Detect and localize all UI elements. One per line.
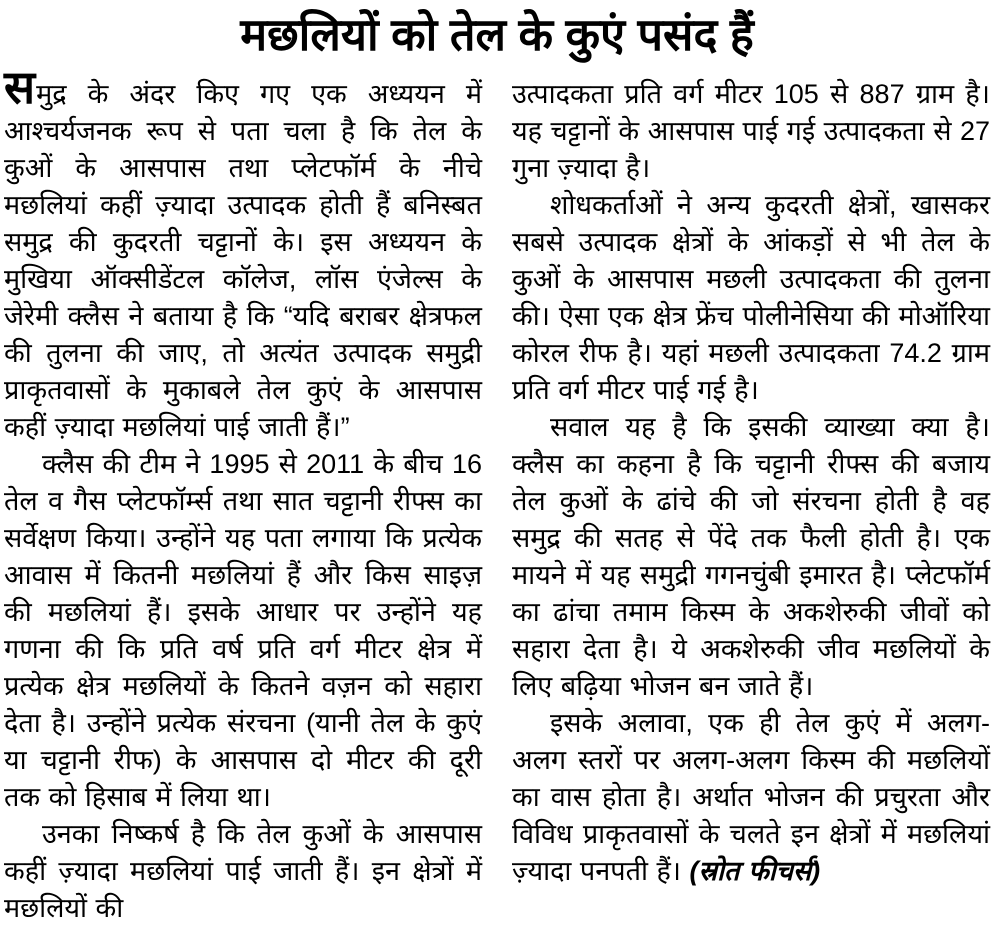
article-title: मछलियों को तेल के कुएं पसंद हैं [240,9,754,60]
paragraph-closing [512,705,990,890]
paragraph: उत्पादकता प्रति वर्ग मीटर 105 से 887 ग्राम है। यह चट्टानों के आसपास पाई गई उत्पादकता से 27 गुना ज़्यादा है। [512,79,990,183]
paragraph-text: इसके अलावा, एक ही तेल कुएं में अलग-अलग स्तरों पर अलग-अलग किस्म की मछलियों का वास होता है। अर्थात भोजन की प्रचुरता और विविध प्राकृतवासों के चलते इन क्षेत्रों में मछलियां ज़्यादा पनपती हैं। [512,708,990,886]
source-credit: (स्रोत फीचर्स) [689,856,821,886]
paragraph: क्लैस की टीम ने 1995 से 2011 के बीच 16 तेल व गैस प्लेटफॉर्म्स तथा सात चट्टानी रीफ्स का सर्वेक्षण किया। उन्होंने यह पता लगाया कि प्रत्येक आवास में कितनी मछलियां हैं और किस साइज़ की मछलियां हैं। इसके आधार पर उन्होंने यह गणना की कि प्रति वर्ष प्रति वर्ग मीटर क्षेत्र में प्रत्येक क्षेत्र मछलियों के कितने वज़न को सहारा देता है। उन्होंने प्रत्येक संरचना (यानी तेल के कुएं या चट्टानी रीफ) के आसपास दो मीटर की दूरी तक को हिसाब में लिया था। [4,449,482,812]
paragraph-text: मुद्र के अंदर किए गए एक अध्ययन में आश्चर्यजनक रूप से पता चला है कि तेल के कुओं के आसपास तथा प्लेटफॉर्म के नीचे मछलियां कहीं ज़्यादा उत्पादक होती हैं बनिस्बत समुद्र की कुदरती चट्टानों के। इस अध्ययन के मुखिया ऑक्सीडेंटल कॉलेज, लॉस एंजेल्स के जेरेमी क्लैस ने बताया है कि “यदि बराबर क्षेत्रफल की तुलना की जाए, तो अत्यंत उत्पादक समुद्री प्राकृतवासों के मुकाबले तेल कुएं के आसपास कहीं ज़्यादा मछलियां पाई जाती हैं।” [4,79,482,442]
paragraph: उनका निष्कर्ष है कि तेल कुओं के आसपास कहीं ज़्यादा मछलियां पाई जाती हैं। इन क्षेत्रों में मछलियों की [4,819,482,923]
article-columns [4,61,990,927]
drop-cap: स [4,61,36,113]
paragraph: सवाल यह है कि इसकी व्याख्या क्या है। क्लैस का कहना है कि चट्टानी रीफ्स की बजाय तेल कुओं के ढांचे की जो संरचना होती है वह समुद्र की सतह से पेंदे तक फैली होती है। एक मायने में यह समुद्री गगनचुंबी इमारत है। प्लेटफॉर्म का ढांचा तमाम किस्म के अकशेरुकी जीवों को सहारा देता है। ये अकशेरुकी जीव मछलियों के लिए बढ़िया भोजन बन जाते हैं। [512,412,990,701]
paragraph: शोधकर्ताओं ने अन्य कुदरती क्षेत्रों, खासकर सबसे उत्पादक क्षेत्रों के आंकड़ों से भी तेल के कुओं के आसपास मछली उत्पादकता की तुलना की। ऐसा एक क्षेत्र फ्रेंच पोलीनेसिया की मोऑरिया कोरल रीफ है। यहां मछली उत्पादकता 74.2 ग्राम प्रति वर्ग मीटर पाई गई है। [512,190,990,405]
column-right [512,76,990,927]
paragraph-lead [4,61,482,446]
column-left [4,61,482,927]
